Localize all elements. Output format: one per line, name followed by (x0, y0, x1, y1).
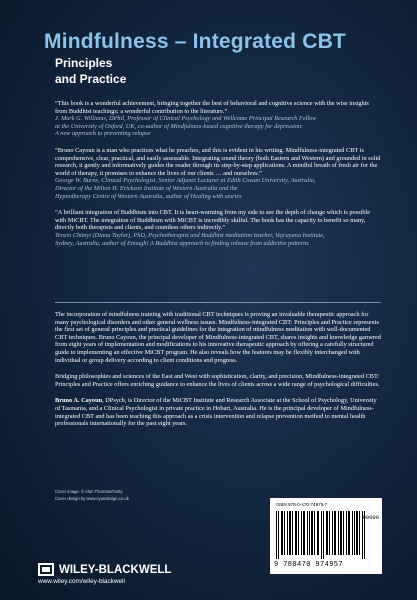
isbn-label: ISBN 978-0-470-74975-7 (276, 502, 328, 507)
barcode-addon: 90000 (362, 514, 379, 521)
barcode-panel (270, 498, 382, 574)
attribution-line: A new approach to preventing relapse (55, 130, 151, 138)
attribution-line: J. Mark G. Williams, DPhil, Professor of Clinical Psychology and Wellcome Principal Research Fellow (55, 115, 317, 123)
publisher-logo (38, 563, 171, 576)
subtitle-line-1: Principles (55, 56, 113, 70)
author-name: Bruno A. Cayoun (55, 397, 103, 405)
description-paragraph: The incorporation of mindfulness training with traditional CBT techniques is proving an invaluable therapeutic approach for many psychological disorders and other general wellness issues. Mindfulness-integrated CBT: Principles and Practice represents the first set of general principles and practical guidelines for the integration of mindfulness meditation with well-documented CBT techniques. Bruno Cayoun, the principal developer of Mindfulness-integrated CBT, shares insights and knowledge garnered from eight years of implementation and modifications to his innovative therapeutic approach by offering a carefully structured guide to implementing an effective MiCBT program. He also reveals how the features may be flexibly interchanged with individual or group delivery according to client conditions and progress. (55, 311, 381, 364)
description-paragraph: Bridging philosophies and sciences of the East and West with sophistication, clarity, and precision, Mindfulness-integrated CBT: Principles and Practice offers enriching guidance to enhance the lives of clients across a wide range of psychological difficulties. (55, 373, 380, 388)
author-bio (55, 397, 381, 427)
book-title: Mindfulness – Integrated CBT (44, 30, 346, 53)
book-subtitle (55, 55, 126, 87)
subtitle-line-2: and Practice (55, 72, 127, 86)
review-williams (55, 100, 381, 138)
review-attribution (55, 115, 381, 138)
review-quote: “A brilliant integration of Buddhism into CBT. It is heart-warming from my side to see the depth of change which is possible with MiCBT. The integration of Buddhism with MiCBT is incredibly skilful. The book has the capacity to benefit so many, directly both therapists and clients, and countless others indirectly.” (55, 209, 371, 232)
publisher-name: WILEY-BLACKWELL (59, 563, 172, 576)
review-burns (55, 147, 381, 200)
attribution-line: George W. Burns, Clinical Psychologist, Senior Adjunct Lecturer at Edith Cowan University, Australia, (55, 177, 316, 185)
attribution-line: Tenzin Chönyi (Diana Taylor), PhD, Psychotherapist and Buddhist meditation teacher, Vajrayana Institute, (55, 231, 325, 239)
review-chonyi (55, 209, 381, 247)
barcode-icon (276, 511, 376, 559)
attribution-line: Hypnotherapy Centre of Western Australia, author of Healing with stories (55, 192, 242, 200)
cover-image-credit: Cover image: © Alan Thornton/Getty (55, 489, 123, 494)
cover-design-credit: Cover design by www.cyandesign.co.uk (55, 496, 129, 501)
review-quote: “Bruno Cayoun is a man who practices what he preaches, and this is evident in his writing. Mindfulness-integrated CBT is comprehensive, clear, practical, and easily assessable. Integrating sound theory (both Eastern and Western) and grounded in solid research, it gently and informatively guides the reader through its step-by-step applications. A mindful breath of fresh air for the world of therapy, it promises to enhance the lives of our clients … and ourselves.” (55, 146, 381, 177)
author-bio-text: , DPsych, is Director of the MiCBT Institute and Research Associate at the School of Psychology, University of Tasmania, and a Clinical Psychologist in private practice in Hobart, Australia. He is the principal developer of Mindfulness-integrated CBT and has been teaching this approach as a crisis intervention and relapse prevention method to mental health professionals internationally for the past eight years. (55, 397, 377, 428)
review-attribution (55, 177, 381, 200)
description-section (55, 311, 381, 437)
attribution-line: Director of the Milton H. Erickson Institute of Western Australia and the (55, 184, 238, 192)
publisher-url: www.wiley.com/wiley-blackwell (38, 578, 125, 585)
publisher-logo-icon (38, 563, 54, 576)
ean-digits: 9 780470 974957 (274, 561, 344, 569)
cover-credits (55, 488, 129, 502)
review-attribution (55, 232, 381, 247)
attribution-line: Sydney, Australia, author of Enough! A Buddhist approach to finding release from addictive patterns (55, 239, 309, 247)
reviews-section (55, 100, 381, 256)
section-divider (55, 302, 381, 303)
attribution-line: at the University of Oxford, UK, co-author of Mindfulness-based cognitive therapy for depression: (55, 122, 304, 130)
review-quote: “This book is a wonderful achievement, bringing together the best of behavioral and cognitive science with the wise insights from Buddhist teachings; a wonderful contribution to the literature.” (55, 100, 369, 115)
